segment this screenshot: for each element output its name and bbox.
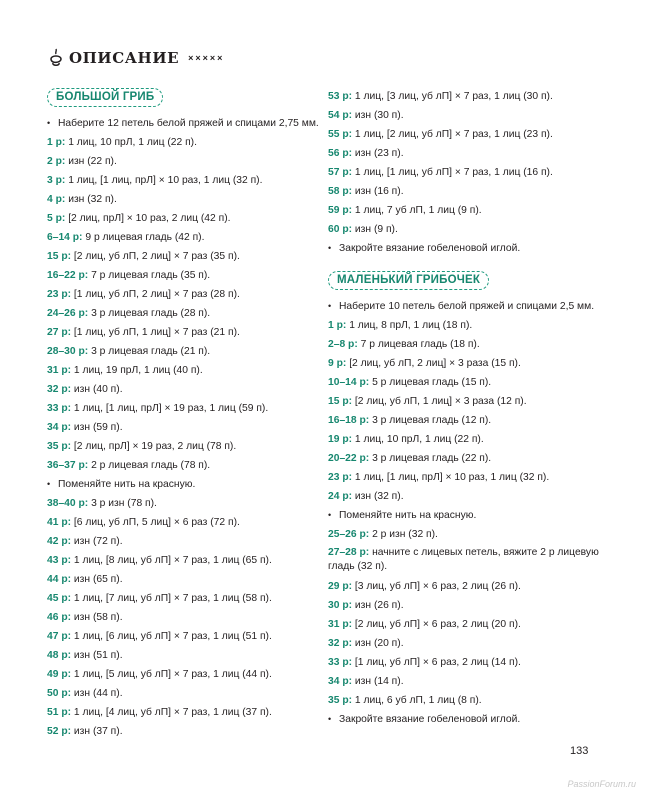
row-instruction <box>47 532 322 551</box>
row-instruction <box>47 570 322 589</box>
row-text: [2 лиц, уб лП] × 6 раз, 2 лиц (20 п). <box>354 619 521 630</box>
row-label: 1 р: <box>328 320 347 331</box>
row-label: 44 р: <box>47 574 72 585</box>
row-instruction <box>328 653 618 672</box>
row-label: 55 р: <box>328 129 353 140</box>
row-label: 33 р: <box>328 657 353 668</box>
row-text: изн (72 п). <box>73 536 123 547</box>
row-text: 1 лиц, 10 прЛ, 1 лиц (22 п). <box>354 434 484 445</box>
instruction-note <box>328 710 618 729</box>
note-text: Наберите 12 петель белой пряжей и спицами 2,75 мм. <box>58 118 319 129</box>
row-instruction <box>47 513 322 532</box>
row-instruction <box>328 182 618 201</box>
row-label: 23 р: <box>47 289 72 300</box>
row-label: 20–22 р: <box>328 453 370 464</box>
row-text: 9 р лицевая гладь (42 п). <box>85 232 205 243</box>
row-instruction <box>47 627 322 646</box>
bullet-icon: • <box>328 510 332 520</box>
row-text: [1 лиц, уб лП, 1 лиц] × 7 раз (21 п). <box>73 327 240 338</box>
row-label: 52 р: <box>47 726 72 737</box>
row-text: [2 лиц, прЛ] × 10 раз, 2 лиц (42 п). <box>68 213 231 224</box>
row-text: изн (65 п). <box>73 574 123 585</box>
row-text: [1 лиц, уб лП] × 6 раз, 2 лиц (14 п). <box>354 657 521 668</box>
section-header <box>47 46 224 70</box>
title-decoration: ××××× <box>188 53 225 63</box>
row-instruction <box>47 380 322 399</box>
row-text: 7 р лицевая гладь (18 п). <box>360 339 480 350</box>
row-label: 31 р: <box>328 619 353 630</box>
row-label: 3 р: <box>47 175 66 186</box>
row-instruction <box>328 449 618 468</box>
big-mushroom-rows-continued <box>328 87 618 258</box>
page-number: 133 <box>570 745 589 757</box>
row-instruction <box>328 487 618 506</box>
row-instruction <box>47 646 322 665</box>
row-instruction <box>47 228 322 247</box>
bullet-icon: • <box>328 243 332 253</box>
row-text: изн (32 п). <box>354 491 404 502</box>
row-instruction <box>328 544 618 577</box>
bullet-icon: • <box>47 118 51 128</box>
row-label: 46 р: <box>47 612 72 623</box>
section-badge-big-mushroom: БОЛЬШОЙ ГРИБ <box>47 88 163 107</box>
page-title: ОПИСАНИЕ <box>69 49 180 67</box>
row-text: 1 лиц, 10 прЛ, 1 лиц (22 п). <box>68 137 197 148</box>
row-instruction <box>47 608 322 627</box>
row-instruction <box>328 577 618 596</box>
row-text: 3 р лицевая гладь (21 п). <box>91 346 211 357</box>
row-label: 24–26 р: <box>47 308 89 319</box>
row-instruction <box>47 323 322 342</box>
row-label: 57 р: <box>328 167 353 178</box>
row-text: 1 лиц, [5 лиц, уб лП] × 7 раз, 1 лиц (44 п). <box>73 669 272 680</box>
row-label: 38–40 р: <box>47 498 89 509</box>
row-label: 36–37 р: <box>47 460 89 471</box>
row-label: 15 р: <box>328 396 353 407</box>
row-text: [2 лиц, уб лП, 2 лиц] × 7 раз (35 п). <box>73 251 240 262</box>
row-text: изн (9 п). <box>354 224 398 235</box>
row-label: 30 р: <box>328 600 353 611</box>
row-instruction <box>328 125 618 144</box>
row-text: изн (37 п). <box>73 726 123 737</box>
row-instruction <box>47 589 322 608</box>
row-text: [3 лиц, уб лП] × 6 раз, 2 лиц (26 п). <box>354 581 521 592</box>
row-text: 1 лиц, [1 лиц, прЛ] × 10 раз, 1 лиц (32 п). <box>68 175 263 186</box>
row-label: 35 р: <box>328 695 353 706</box>
note-text: Закройте вязание гобеленовой иглой. <box>339 243 521 254</box>
note-text: Поменяйте нить на красную. <box>58 479 196 490</box>
row-instruction <box>47 152 322 171</box>
instruction-note <box>328 506 618 525</box>
row-text: 1 лиц, [8 лиц, уб лП] × 7 раз, 1 лиц (65 п). <box>73 555 272 566</box>
row-label: 23 р: <box>328 472 353 483</box>
row-instruction <box>47 190 322 209</box>
row-instruction <box>328 430 618 449</box>
row-text: 1 лиц, 7 уб лП, 1 лиц (9 п). <box>354 205 482 216</box>
row-label: 43 р: <box>47 555 72 566</box>
row-instruction <box>47 304 322 323</box>
row-text: 1 лиц, [1 лиц, прЛ] × 19 раз, 1 лиц (59 п). <box>73 403 269 414</box>
row-label: 24 р: <box>328 491 353 502</box>
row-label: 48 р: <box>47 650 72 661</box>
row-instruction <box>328 373 618 392</box>
row-text: 3 р лицевая гладь (28 п). <box>91 308 211 319</box>
row-text: [1 лиц, уб лП, 2 лиц] × 7 раз (28 п). <box>73 289 240 300</box>
row-text: изн (30 п). <box>354 110 404 121</box>
row-label: 34 р: <box>328 676 353 687</box>
note-text: Наберите 10 петель белой пряжей и спицами 2,5 мм. <box>339 301 595 312</box>
row-text: 1 лиц, 8 прЛ, 1 лиц (18 п). <box>349 320 473 331</box>
row-instruction <box>47 456 322 475</box>
row-instruction <box>47 209 322 228</box>
row-label: 56 р: <box>328 148 353 159</box>
row-text: 1 лиц, [6 лиц, уб лП] × 7 раз, 1 лиц (51 п). <box>73 631 272 642</box>
row-text: начните с лицевых петель, вяжите 2 р лицевую гладь (32 п). <box>328 547 599 572</box>
row-label: 4 р: <box>47 194 66 205</box>
big-mushroom-rows <box>47 114 322 741</box>
row-text: изн (58 п). <box>73 612 123 623</box>
row-label: 53 р: <box>328 91 353 102</box>
instruction-note <box>47 114 322 133</box>
row-text: 5 р лицевая гладь (15 п). <box>372 377 492 388</box>
row-label: 16–22 р: <box>47 270 89 281</box>
row-instruction <box>328 615 618 634</box>
row-instruction <box>47 703 322 722</box>
row-instruction <box>328 525 618 544</box>
instruction-note <box>328 297 618 316</box>
row-label: 58 р: <box>328 186 353 197</box>
row-instruction <box>328 220 618 239</box>
row-instruction <box>47 551 322 570</box>
row-label: 50 р: <box>47 688 72 699</box>
row-text: 2 р лицевая гладь (78 п). <box>91 460 211 471</box>
row-text: 2 р изн (32 п). <box>372 529 438 540</box>
row-text: изн (26 п). <box>354 600 404 611</box>
bullet-icon: • <box>328 301 332 311</box>
row-instruction <box>328 163 618 182</box>
row-instruction <box>47 665 322 684</box>
row-instruction <box>47 171 322 190</box>
row-text: 3 р изн (78 п). <box>91 498 157 509</box>
row-text: изн (16 п). <box>354 186 404 197</box>
row-text: 1 лиц, 6 уб лП, 1 лиц (8 п). <box>354 695 482 706</box>
row-instruction <box>328 691 618 710</box>
section-badge-small-mushroom: МАЛЕНЬКИЙ ГРИБОЧЕК <box>328 271 489 290</box>
row-instruction <box>47 418 322 437</box>
row-instruction <box>328 468 618 487</box>
row-label: 2 р: <box>47 156 66 167</box>
row-instruction <box>328 335 618 354</box>
row-label: 32 р: <box>328 638 353 649</box>
row-instruction <box>47 266 322 285</box>
row-text: 1 лиц, [4 лиц, уб лП] × 7 раз, 1 лиц (37 п). <box>73 707 272 718</box>
hook-ornament-icon <box>47 48 65 68</box>
row-instruction <box>47 342 322 361</box>
row-instruction <box>47 247 322 266</box>
row-text: 1 лиц, [1 лиц, прЛ] × 10 раз, 1 лиц (32 п). <box>354 472 550 483</box>
row-label: 35 р: <box>47 441 72 452</box>
row-instruction <box>328 634 618 653</box>
row-text: 1 лиц, 19 прЛ, 1 лиц (40 п). <box>73 365 203 376</box>
row-label: 5 р: <box>47 213 66 224</box>
row-label: 2–8 р: <box>328 339 358 350</box>
row-label: 29 р: <box>328 581 353 592</box>
row-text: изн (51 п). <box>73 650 123 661</box>
instruction-note <box>47 475 322 494</box>
row-text: 1 лиц, [3 лиц, уб лП] × 7 раз, 1 лиц (30 п). <box>354 91 553 102</box>
row-label: 49 р: <box>47 669 72 680</box>
row-label: 34 р: <box>47 422 72 433</box>
instruction-note <box>328 239 618 258</box>
row-text: [2 лиц, уб лП, 1 лиц] × 3 раза (12 п). <box>354 396 527 407</box>
row-instruction <box>47 494 322 513</box>
row-text: 7 р лицевая гладь (35 п). <box>91 270 211 281</box>
row-instruction <box>47 285 322 304</box>
row-label: 28–30 р: <box>47 346 89 357</box>
row-label: 1 р: <box>47 137 66 148</box>
row-text: 1 лиц, [7 лиц, уб лП] × 7 раз, 1 лиц (58 п). <box>73 593 272 604</box>
row-text: 1 лиц, [2 лиц, уб лП] × 7 раз, 1 лиц (23 п). <box>354 129 553 140</box>
row-label: 16–18 р: <box>328 415 370 426</box>
row-label: 41 р: <box>47 517 72 528</box>
row-label: 33 р: <box>47 403 72 414</box>
row-label: 42 р: <box>47 536 72 547</box>
row-label: 54 р: <box>328 110 353 121</box>
row-instruction <box>47 399 322 418</box>
row-instruction <box>328 392 618 411</box>
row-instruction <box>47 722 322 741</box>
row-label: 60 р: <box>328 224 353 235</box>
row-label: 6–14 р: <box>47 232 83 243</box>
row-text: 3 р лицевая гладь (22 п). <box>372 453 492 464</box>
small-mushroom-rows <box>328 297 618 729</box>
row-label: 9 р: <box>328 358 347 369</box>
row-text: изн (44 п). <box>73 688 123 699</box>
row-instruction <box>328 672 618 691</box>
right-column <box>328 87 618 729</box>
row-instruction <box>47 684 322 703</box>
row-text: [6 лиц, уб лП, 5 лиц] × 6 раз (72 п). <box>73 517 240 528</box>
row-text: 3 р лицевая гладь (12 п). <box>372 415 492 426</box>
row-instruction <box>47 437 322 456</box>
row-text: 1 лиц, [1 лиц, уб лП] × 7 раз, 1 лиц (16 п). <box>354 167 553 178</box>
row-text: [2 лиц, уб лП, 2 лиц] × 3 раза (15 п). <box>349 358 521 369</box>
note-text: Поменяйте нить на красную. <box>339 510 477 521</box>
row-text: изн (22 п). <box>68 156 117 167</box>
bullet-icon: • <box>47 479 51 489</box>
row-instruction <box>328 106 618 125</box>
row-text: изн (59 п). <box>73 422 123 433</box>
row-label: 15 р: <box>47 251 72 262</box>
row-text: изн (23 п). <box>354 148 404 159</box>
row-instruction <box>328 144 618 163</box>
row-text: изн (32 п). <box>68 194 117 205</box>
row-text: изн (40 п). <box>73 384 123 395</box>
row-instruction <box>47 361 322 380</box>
row-label: 27–28 р: <box>328 547 370 558</box>
row-instruction <box>328 87 618 106</box>
row-label: 19 р: <box>328 434 353 445</box>
row-label: 27 р: <box>47 327 72 338</box>
row-label: 45 р: <box>47 593 72 604</box>
left-column <box>47 87 322 741</box>
row-label: 51 р: <box>47 707 72 718</box>
row-instruction <box>328 354 618 373</box>
row-text: изн (14 п). <box>354 676 404 687</box>
row-label: 32 р: <box>47 384 72 395</box>
row-label: 10–14 р: <box>328 377 370 388</box>
row-instruction <box>328 411 618 430</box>
row-instruction <box>328 596 618 615</box>
row-label: 25–26 р: <box>328 529 370 540</box>
note-text: Закройте вязание гобеленовой иглой. <box>339 714 521 725</box>
row-label: 31 р: <box>47 365 72 376</box>
row-instruction <box>328 201 618 220</box>
row-text: изн (20 п). <box>354 638 404 649</box>
row-label: 59 р: <box>328 205 353 216</box>
row-instruction <box>47 133 322 152</box>
row-instruction <box>328 316 618 335</box>
bullet-icon: • <box>328 714 332 724</box>
row-text: [2 лиц, прЛ] × 19 раз, 2 лиц (78 п). <box>73 441 237 452</box>
watermark: PassionForum.ru <box>567 779 636 789</box>
row-label: 47 р: <box>47 631 72 642</box>
